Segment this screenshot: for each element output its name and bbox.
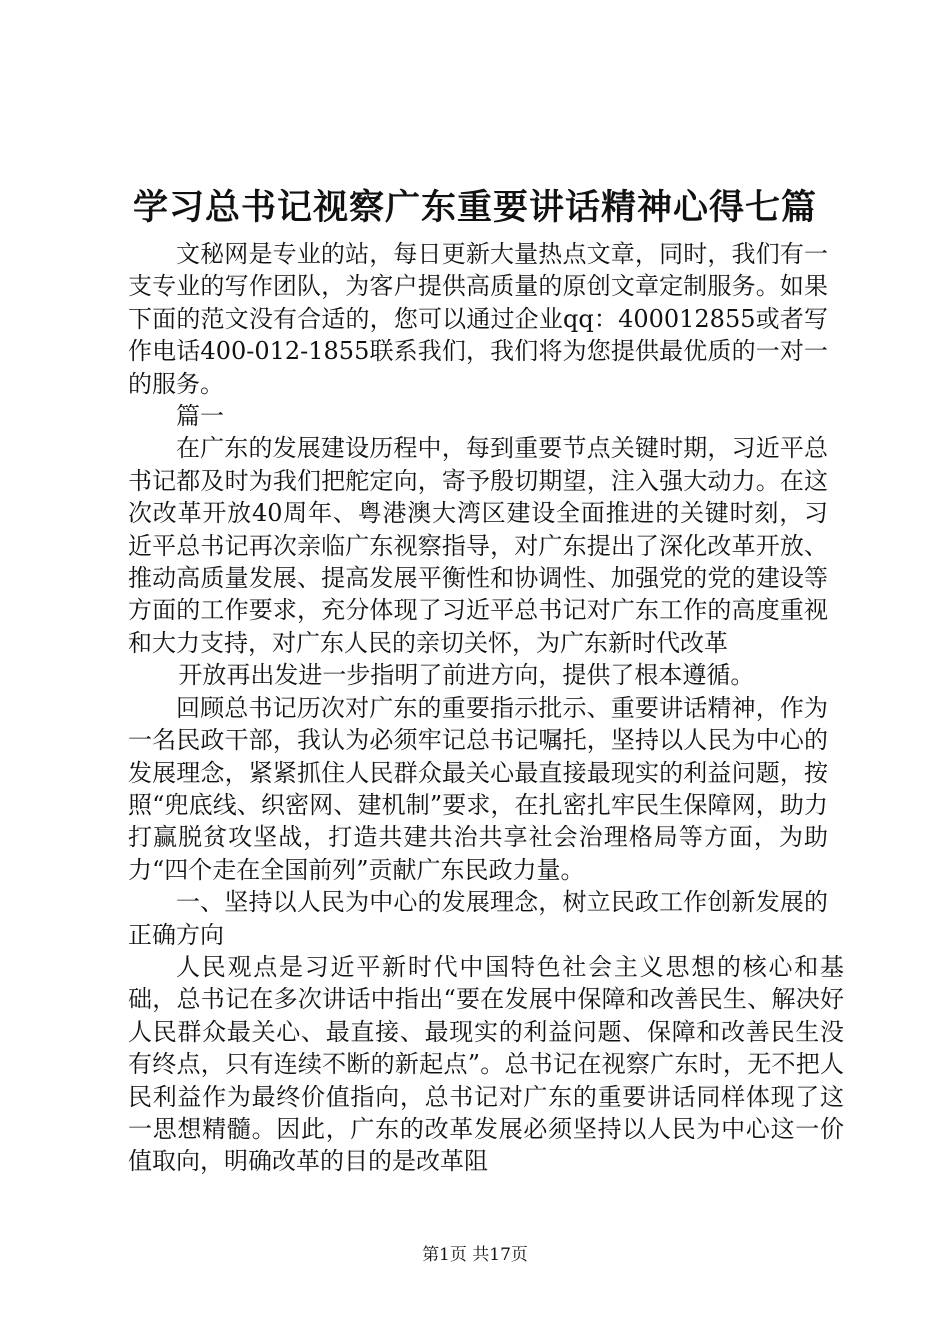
section-label-part-one: 篇一 [176, 402, 224, 431]
intro-paragraph: 文秘网是专业的站，每日更新大量热点文章，同时，我们有一支专业的写作团队，为客户提供高质量的原创文章定制服务。如果下面的范文没有合适的，您可以通过企业qq：400012855或者写作电话400-012-1855联系我们，我们将为您提供最优质的一对一的服务。 [128, 240, 828, 398]
document-body [128, 238, 844, 1178]
body-paragraph-continuation: 开放再出发进一步指明了前进方向，提供了根本遵循。 [178, 661, 755, 690]
document-title: 学习总书记视察广东重要讲话精神心得七篇 [132, 187, 817, 228]
section-heading: 一、坚持以人民为中心的发展理念，树立民政工作创新发展的正确方向 [128, 888, 828, 949]
body-paragraph: 人民观点是习近平新时代中国特色社会主义思想的核心和基础，总书记在多次讲话中指出“要在发展中保障和改善民生、解决好人民群众最关心、最直接、最现实的利益问题、保障和改善民生没有终点，只有连续不断的新起点”。总书记在视察广东时，无不把人民利益作为最终价值指向，总书记对广东的重要讲话同样体现了这一思想精髓。因此，广东的改革发展必须坚持以人民为中心这一价值取向，明确改革的目的是改革阻 [128, 952, 844, 1176]
body-paragraph: 回顾总书记历次对广东的重要指示批示、重要讲话精神，作为一名民政干部，我认为必须牢记总书记嘱托，坚持以人民为中心的发展理念，紧紧抓住人民群众最关心最直接最现实的利益问题，按照“兜底线、织密网、建机制”要求，在扎密扎牢民生保障网，助力打赢脱贫攻坚战，打造共建共治共享社会治理格局等方面，为助力“四个走在全国前列”贡献广东民政力量。 [128, 693, 828, 884]
body-paragraph: 在广东的发展建设历程中，每到重要节点关键时期，习近平总书记都及时为我们把舵定向，寄予殷切期望，注入强大动力。在这次改革开放40周年、粤港澳大湾区建设全面推进的关键时刻，习近平总书记再次亲临广东视察指导，对广东提出了深化改革开放、推动高质量发展、提高发展平衡性和协调性、加强党的党的建设等方面的工作要求，充分体现了习近平总书记对广东工作的高度重视和大力支持，对广东人民的亲切关怀，为广东新时代改革 [128, 434, 828, 657]
page-footer: 第1页 共17页 [422, 1245, 528, 1265]
